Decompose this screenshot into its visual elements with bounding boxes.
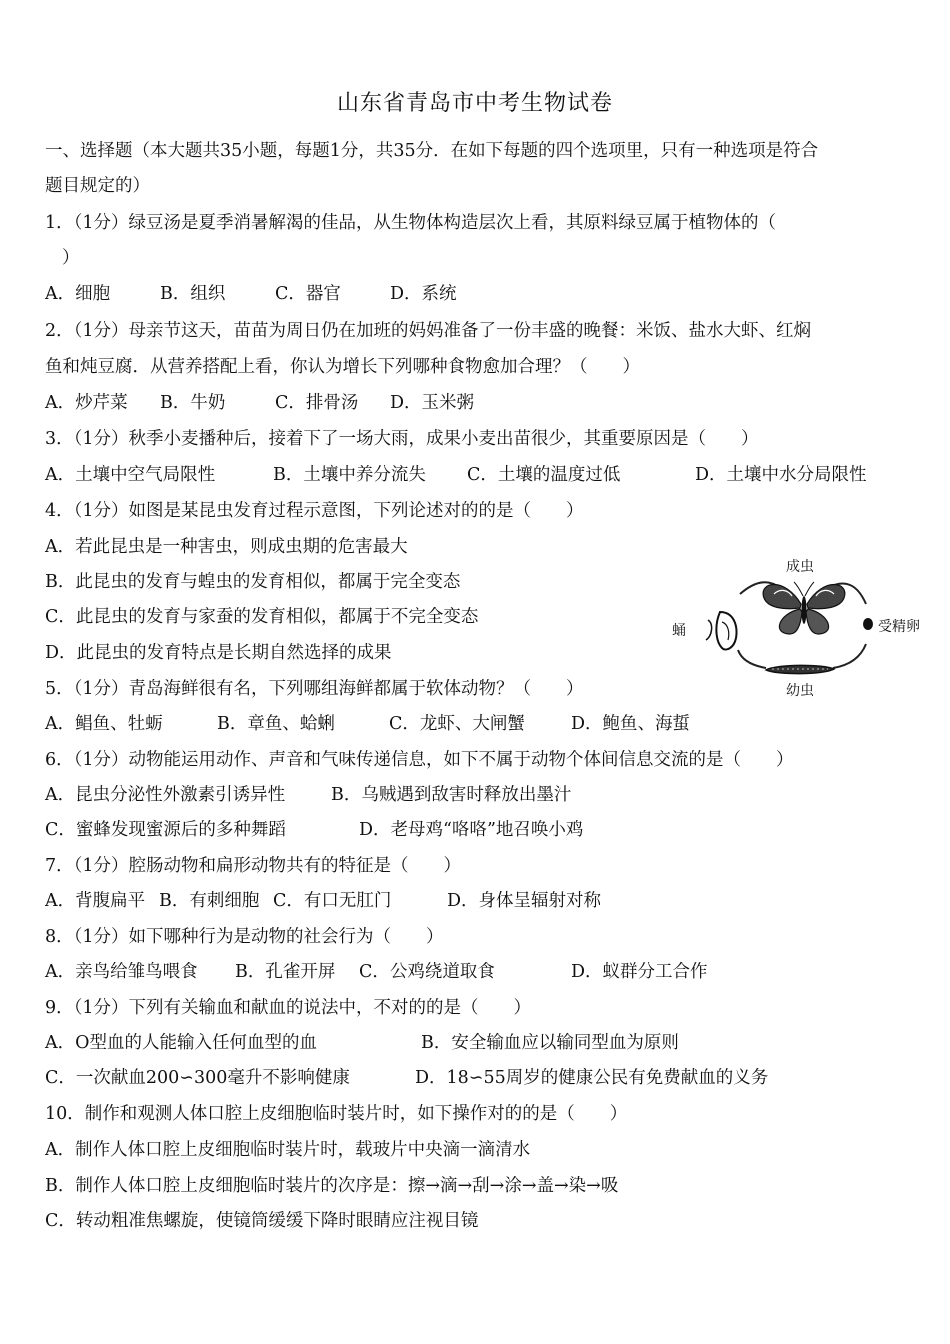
question-2-options xyxy=(45,391,474,415)
question-4-option-a: A．若此昆虫是一种害虫，则成虫期的危害最大 xyxy=(45,537,408,557)
option-d: D．土壤中水分局限性 xyxy=(695,465,867,485)
option-b: B．章鱼、蛤蜊 xyxy=(217,714,335,734)
option-a: A．昆虫分泌性外激素引诱异性 xyxy=(45,785,286,805)
option-d: D．18∽55周岁的健康公民有免费献血的义务 xyxy=(415,1068,769,1088)
option-d: D．玉米粥 xyxy=(390,393,475,413)
option-a: A．O型血的人能输入任何血型的血 xyxy=(45,1033,317,1053)
option-a: A．背腹扁平 xyxy=(45,891,146,911)
section-instruction-line2: 题目规定的） xyxy=(45,176,150,196)
option-d: D．系统 xyxy=(390,284,457,304)
option-b: B．组织 xyxy=(160,284,226,304)
option-a: A．土壤中空气局限性 xyxy=(45,465,216,485)
question-9-options-row2 xyxy=(45,1066,768,1090)
egg-icon xyxy=(863,618,873,630)
option-c: C．有口无肛门 xyxy=(273,891,392,911)
option-d: D．鲍鱼、海蜇 xyxy=(571,714,691,734)
option-c: C．蜜蜂发现蜜源后的多种舞蹈 xyxy=(45,820,286,840)
option-a: A．亲鸟给雏鸟喂食 xyxy=(45,962,198,982)
option-b: B．土壤中养分流失 xyxy=(273,465,426,485)
question-2-stem: 2．（1分）母亲节这天，苗苗为周日仍在加班的妈妈准备了一份丰盛的晚餐：米饭、盐水大虾、红焖 xyxy=(45,321,812,341)
option-b: B．有刺细胞 xyxy=(159,891,260,911)
option-b: B．牛奶 xyxy=(160,393,226,413)
question-4-stem: 4．（1分）如图是某昆虫发育过程示意图，下列论述对的的是（ ） xyxy=(45,501,584,521)
option-c: C．土壤的温度过低 xyxy=(467,465,621,485)
question-10-stem: 10．制作和观测人体口腔上皮细胞临时装片时，如下操作对的的是（ ） xyxy=(45,1104,628,1124)
question-8-stem: 8．（1分）如下哪种行为是动物的社会行为（ ） xyxy=(45,927,444,947)
option-c: C．龙虾、大闸蟹 xyxy=(389,714,525,734)
option-b: B．安全输血应以输同型血为原则 xyxy=(421,1033,679,1053)
option-c: C．一次献血200∽300毫升不影响健康 xyxy=(45,1068,350,1088)
section-instruction-line1: 一、选择题（本大题共35小题，每题1分，共35分．在如下每题的四个选项里，只有一种选项是符合 xyxy=(45,141,819,161)
option-b: B．乌贼遇到敌害时释放出墨汁 xyxy=(331,785,572,805)
question-5-options xyxy=(45,712,690,736)
arrow-larva-to-pupa xyxy=(738,650,766,668)
option-d: D．身体呈辐射对称 xyxy=(447,891,602,911)
question-9-stem: 9．（1分）下列有关输血和献血的说法中，不对的的是（ ） xyxy=(45,998,532,1018)
butterfly-icon xyxy=(763,582,845,634)
option-a: A．细胞 xyxy=(45,284,111,304)
question-7-options xyxy=(45,889,601,913)
option-c: C．器官 xyxy=(275,284,341,304)
question-10-option-c: C．转动粗准焦螺旋，使镜筒缓缓下降时眼睛应注视目镜 xyxy=(45,1211,479,1231)
larva-icon xyxy=(766,665,834,673)
option-b: B．孔雀开屏 xyxy=(235,962,336,982)
option-d: D．老母鸡“咯咯”地召唤小鸡 xyxy=(359,820,584,840)
option-c: C．公鸡绕道取食 xyxy=(359,962,495,982)
label-egg: 受精卵 xyxy=(878,619,920,635)
question-9-options-row1 xyxy=(45,1031,679,1055)
insect-lifecycle-figure xyxy=(668,552,938,702)
question-2-stem-line2: 鱼和炖豆腐．从营养搭配上看，你认为增长下列哪种食物愈加合理？（ ） xyxy=(45,357,640,377)
question-1-stem: 1．（1分）绿豆汤是夏季消暑解渴的佳品，从生物体构造层次上看，其原料绿豆属于植物体的（ xyxy=(45,213,777,233)
question-1-options xyxy=(45,282,457,306)
pupa-icon xyxy=(706,612,736,650)
question-6-options-row2 xyxy=(45,818,583,842)
option-c: C．排骨汤 xyxy=(275,393,359,413)
question-4-option-d: D．此昆虫的发育特点是长期自然选择的成果 xyxy=(45,643,392,663)
question-1-stem-end: ） xyxy=(62,248,80,268)
option-a: A．炒芹菜 xyxy=(45,393,128,413)
option-d: D．蚁群分工合作 xyxy=(571,962,708,982)
question-3-stem: 3．（1分）秋季小麦播种后，接着下了一场大雨，成果小麦出苗很少，其重要原因是（ ） xyxy=(45,429,759,449)
question-4-option-b: B．此昆虫的发育与蝗虫的发育相似，都属于完全变态 xyxy=(45,572,461,592)
question-8-options xyxy=(45,960,708,984)
question-4-option-c: C．此昆虫的发育与家蚕的发育相似，都属于不完全变态 xyxy=(45,607,479,627)
question-6-options-row1 xyxy=(45,783,571,807)
question-7-stem: 7．（1分）腔肠动物和扁形动物共有的特征是（ ） xyxy=(45,856,462,876)
question-6-stem: 6．（1分）动物能运用动作、声音和气味传递信息，如下不属于动物个体间信息交流的是（ ） xyxy=(45,750,794,770)
label-larva: 幼虫 xyxy=(786,683,814,699)
label-adult: 成虫 xyxy=(786,559,814,575)
question-5-stem: 5．（1分）青岛海鲜很有名，下列哪组海鲜都属于软体动物？（ ） xyxy=(45,679,584,699)
question-10-option-a: A．制作人体口腔上皮细胞临时装片时，载玻片中央滴一滴清水 xyxy=(45,1140,531,1160)
question-10-option-b: B．制作人体口腔上皮细胞临时装片的次序是：擦→滴→刮→涂→盖→染→吸 xyxy=(45,1176,619,1196)
arrow-egg-to-larva xyxy=(833,644,866,668)
page-title: 山东省青岛市中考生物试卷 xyxy=(336,91,613,116)
option-a: A．鲳鱼、牡蛎 xyxy=(45,714,163,734)
question-3-options xyxy=(45,463,867,487)
label-pupa: 蛹 xyxy=(672,623,686,639)
